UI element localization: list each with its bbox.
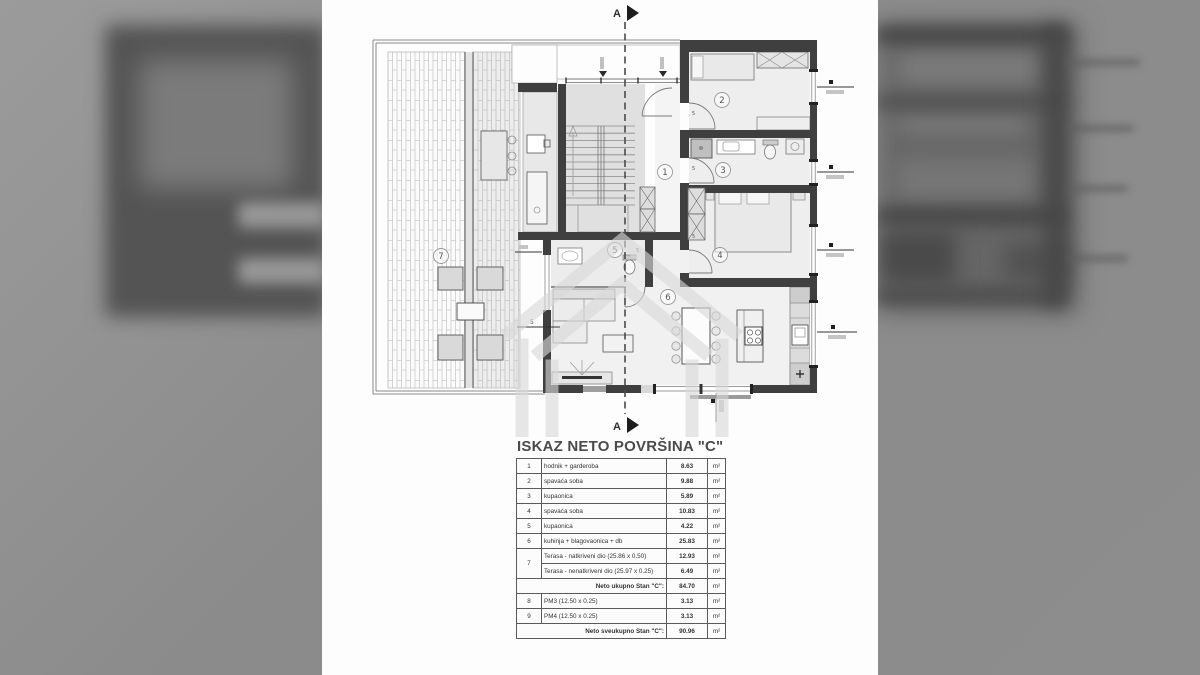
- row-value: 12.93: [667, 549, 708, 564]
- room-number: 4: [717, 251, 723, 261]
- total-label: Neto sveukupno Stan "C":: [517, 624, 667, 639]
- balcony-band: [512, 45, 680, 84]
- row-value: 4.22: [667, 519, 708, 534]
- row-number: 8: [517, 594, 542, 609]
- wardrobe-room2: [757, 52, 808, 68]
- section-arrow-top: [627, 5, 639, 21]
- dim-label: 5: [692, 166, 696, 172]
- plan-page: [322, 0, 878, 675]
- dim-label: 5: [530, 319, 534, 326]
- row-unit: m²: [708, 579, 726, 594]
- row-label: spavaća soba: [542, 504, 667, 519]
- table-title: ISKAZ NETO POVRŠINA "C": [517, 438, 724, 455]
- section-arrow-bottom: [627, 417, 639, 433]
- blur-shape: [140, 60, 292, 188]
- outdoor-sink: [527, 135, 545, 153]
- row-value: 6.49: [667, 564, 708, 579]
- row-value: 9.88: [667, 474, 708, 489]
- desk-room2: [757, 117, 810, 130]
- row-label: PM4 (12.50 x 0.25): [542, 609, 667, 624]
- row-label: Terasa - natkriveni dio (25.86 x 0.50): [542, 549, 667, 564]
- row-number: 4: [517, 504, 542, 519]
- row-number: 1: [517, 459, 542, 474]
- blur-shape: [898, 114, 1028, 134]
- row-number: 2: [517, 474, 542, 489]
- net-area-table: [516, 458, 726, 639]
- net-area-section: [516, 438, 726, 639]
- row-number: 7: [517, 549, 542, 579]
- terrace-dining-table: [481, 131, 507, 180]
- area-row: [517, 504, 726, 519]
- floor-plan: [370, 0, 880, 437]
- total-value: 84.70: [667, 579, 708, 594]
- outdoor-counter: [527, 172, 547, 224]
- area-total-row: [517, 624, 726, 639]
- terrace-cover-line: [465, 52, 473, 388]
- row-label: Terasa - nenatkriveni dio (25.97 x 0.25): [542, 564, 667, 579]
- window-room4: [809, 224, 818, 276]
- window-living-south: [653, 384, 753, 399]
- coffee-table: [603, 335, 633, 352]
- row-value: 10.83: [667, 504, 708, 519]
- blur-shape: [876, 287, 1064, 304]
- row-value: 3.13: [667, 594, 708, 609]
- blur-shape: [898, 48, 1038, 88]
- row-number: 5: [517, 519, 542, 534]
- dim-label: 5: [692, 111, 696, 117]
- area-row: [517, 549, 726, 564]
- area-row: [517, 489, 726, 504]
- section-label-top: A: [613, 8, 621, 20]
- row-label: kuhinja + blagovaonica + db: [542, 534, 667, 549]
- row-unit: m²: [708, 504, 726, 519]
- row-label: kupaonica: [542, 519, 667, 534]
- blur-shape: [896, 158, 1036, 202]
- blur-shape: [1044, 26, 1068, 306]
- washing-machine: [786, 139, 804, 154]
- room-number: 2: [719, 96, 725, 106]
- outdoor-kitchen-strip: [523, 92, 557, 232]
- row-unit: m²: [708, 564, 726, 579]
- window-room3: [809, 159, 818, 186]
- row-label: hodnik + garderoba: [542, 459, 667, 474]
- room-number: 3: [720, 166, 726, 176]
- window-room2: [809, 69, 818, 105]
- total-value: 90.96: [667, 624, 708, 639]
- row-value: 5.89: [667, 489, 708, 504]
- row-label: PM3 (12.50 x 0.25): [542, 594, 667, 609]
- row-unit: m²: [708, 624, 726, 639]
- blur-shape: [880, 230, 956, 284]
- blur-shape: [1066, 60, 1140, 65]
- area-row: [517, 474, 726, 489]
- area-row: [517, 594, 726, 609]
- row-number: 6: [517, 534, 542, 549]
- row-label: spavaća soba: [542, 474, 667, 489]
- row-value: 8.63: [667, 459, 708, 474]
- row-value: 3.13: [667, 609, 708, 624]
- room-number: 1: [662, 168, 668, 178]
- area-row: [517, 564, 726, 579]
- row-value: 25.83: [667, 534, 708, 549]
- room-number: 6: [665, 293, 671, 303]
- blur-shape: [876, 26, 1068, 44]
- dim-label: 5: [636, 248, 640, 254]
- blur-shape: [238, 202, 326, 228]
- row-unit: m²: [708, 474, 726, 489]
- area-row: [517, 459, 726, 474]
- row-unit: m²: [708, 549, 726, 564]
- room-number: 7: [438, 252, 444, 262]
- washbasin-bath5: [558, 248, 582, 264]
- dim-label: 5: [692, 234, 696, 240]
- blur-shape: [876, 94, 1064, 110]
- area-row: [517, 534, 726, 549]
- total-label: Neto ukupno Stan "C":: [517, 579, 667, 594]
- row-number: 9: [517, 609, 542, 624]
- blur-shape: [876, 207, 1066, 225]
- row-unit: m²: [708, 594, 726, 609]
- row-number: 3: [517, 489, 542, 504]
- row-unit: m²: [708, 519, 726, 534]
- window-kitchen: [809, 300, 818, 368]
- blur-shape: [1066, 126, 1134, 131]
- row-unit: m²: [708, 459, 726, 474]
- terrace-side-table: [457, 303, 484, 320]
- section-label-bottom: A: [613, 421, 621, 433]
- row-unit: m²: [708, 489, 726, 504]
- area-row: [517, 519, 726, 534]
- row-unit: m²: [708, 609, 726, 624]
- blur-shape: [238, 258, 326, 284]
- row-unit: m²: [708, 534, 726, 549]
- blur-shape: [1066, 186, 1128, 191]
- blur-shape: [1066, 256, 1128, 261]
- toilet-room3: [765, 145, 776, 159]
- area-total-row: [517, 579, 726, 594]
- area-row: [517, 609, 726, 624]
- room-number: 5: [612, 246, 618, 256]
- row-label: kupaonica: [542, 489, 667, 504]
